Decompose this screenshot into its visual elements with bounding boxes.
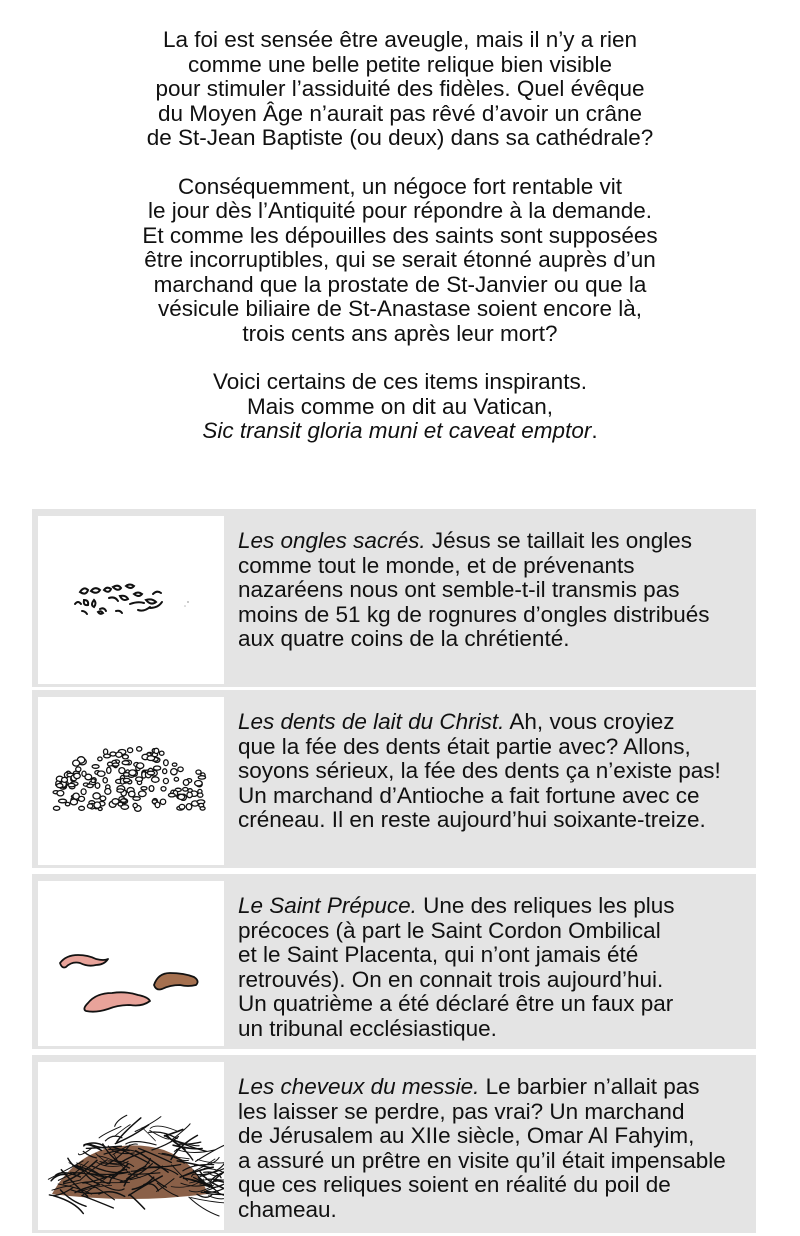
intro-paragraph-1: [0, 28, 800, 151]
relic-text-foreskin: [238, 894, 758, 1041]
relic-line: les laisser se perdre, pas vrai? Un marchand: [238, 1098, 685, 1124]
relic-first-line: [238, 710, 758, 735]
intro-line: vésicule biliaire de St-Anastase soient encore là,: [157, 296, 642, 321]
relic-line: créneau. Il en reste aujourd’hui soixante-treize.: [238, 807, 706, 832]
intro-line: du Moyen Âge n’aurait pas rêvé d’avoir un crâne: [157, 100, 643, 126]
intro-line: marchand que la prostate de St-Janvier ou que la: [153, 271, 647, 297]
intro-line: Mais comme on dit au Vatican,: [247, 393, 553, 419]
intro-line: être incorruptibles, qui se serait étonné auprès d’un: [144, 247, 656, 272]
relic-line: précoces (à part le Saint Cordon Ombilical: [238, 917, 661, 943]
relic-line: et le Saint Placenta, qui n’ont jamais été: [238, 942, 639, 967]
relic-first-line: [238, 1075, 758, 1100]
relic-panel-hair: [32, 1055, 756, 1233]
relic-line: moins de 51 kg de rognures d’ongles distribués: [238, 601, 710, 627]
relic-line: que la fée des dents était partie avec? Allons,: [238, 733, 691, 759]
relic-title: Les dents de lait du Christ.: [238, 709, 505, 734]
intro-line: Conséquemment, un négoce fort rentable vit: [177, 173, 622, 199]
relic-line: que ces reliques soient en réalité du poil de: [238, 1172, 671, 1197]
baby-teeth-pile-icon: [38, 697, 224, 865]
relic-line: un tribunal ecclésiastique.: [238, 1015, 497, 1041]
relic-first-rest: Jésus se taillait les ongles: [425, 528, 692, 553]
intro-motto: Sic transit gloria muni et caveat emptor: [202, 418, 592, 443]
relic-line: nazaréens nous ont semble-t-il transmis pas: [238, 577, 680, 602]
relic-image-foreskin: [38, 881, 224, 1046]
relic-line: retrouvés). On en connait trois aujourd’hui.: [238, 966, 664, 992]
relic-line: a assuré un prêtre en visite qu’il était impensable: [238, 1147, 726, 1173]
intro-line: Et comme les dépouilles des saints sont supposées: [142, 222, 658, 248]
relic-panel-teeth: [32, 690, 756, 868]
relic-first-line: [238, 894, 758, 919]
nail-clippings-icon: [38, 516, 224, 684]
intro-paragraph-2: [0, 175, 800, 347]
relic-first-rest: Le barbier n’allait pas: [479, 1074, 700, 1099]
relic-panel-nails: [32, 509, 756, 687]
intro-line: le jour dès l’Antiquité pour répondre à la demande.: [147, 198, 653, 223]
intro-line: pour stimuler l’assiduité des fidèles. Quel évêque: [155, 76, 645, 101]
intro-motto-line: [0, 419, 800, 444]
intro-motto-period: .: [591, 418, 598, 443]
intro-line: comme une belle petite relique bien visible: [188, 51, 612, 77]
intro-paragraph-3: [0, 370, 800, 444]
relic-image-hair: [38, 1062, 224, 1230]
relic-line: aux quatre coins de la chrétienté.: [238, 626, 570, 651]
hair-pile-icon: [38, 1062, 224, 1230]
relic-title: Les ongles sacrés.: [238, 528, 426, 553]
intro-line: Voici certains de ces items inspirants.: [213, 369, 587, 394]
intro-line: de St-Jean Baptiste (ou deux) dans sa cathédrale?: [146, 125, 654, 150]
relic-title: Les cheveux du messie.: [238, 1074, 480, 1099]
relic-line: de Jérusalem au XIIe siècle, Omar Al Fahyim,: [238, 1123, 695, 1148]
relic-image-nails: [38, 516, 224, 684]
foreskins-icon: [38, 881, 224, 1046]
relic-text-teeth: [238, 710, 758, 833]
relic-panel-foreskin: [32, 874, 756, 1049]
intro-text: [0, 28, 800, 444]
relic-title: Le Saint Prépuce.: [238, 893, 417, 918]
relic-line: Un marchand d’Antioche a fait fortune avec ce: [238, 782, 700, 808]
relic-first-rest: Une des reliques les plus: [416, 893, 675, 918]
relic-first-line: [238, 529, 758, 554]
intro-line: trois cents ans après leur mort?: [242, 320, 558, 346]
relic-text-nails: [238, 529, 758, 652]
intro-line: La foi est sensée être aveugle, mais il n’y a rien: [162, 27, 637, 52]
relic-text-hair: [238, 1075, 758, 1222]
relic-line: Un quatrième a été déclaré être un faux par: [238, 991, 674, 1016]
relic-line: comme tout le monde, et de prévenants: [238, 552, 635, 578]
relic-image-teeth: [38, 697, 224, 865]
relic-line: chameau.: [238, 1196, 337, 1222]
relic-line: soyons sérieux, la fée des dents ça n’existe pas!: [238, 758, 721, 783]
relic-first-rest: Ah, vous croyiez: [504, 709, 675, 734]
